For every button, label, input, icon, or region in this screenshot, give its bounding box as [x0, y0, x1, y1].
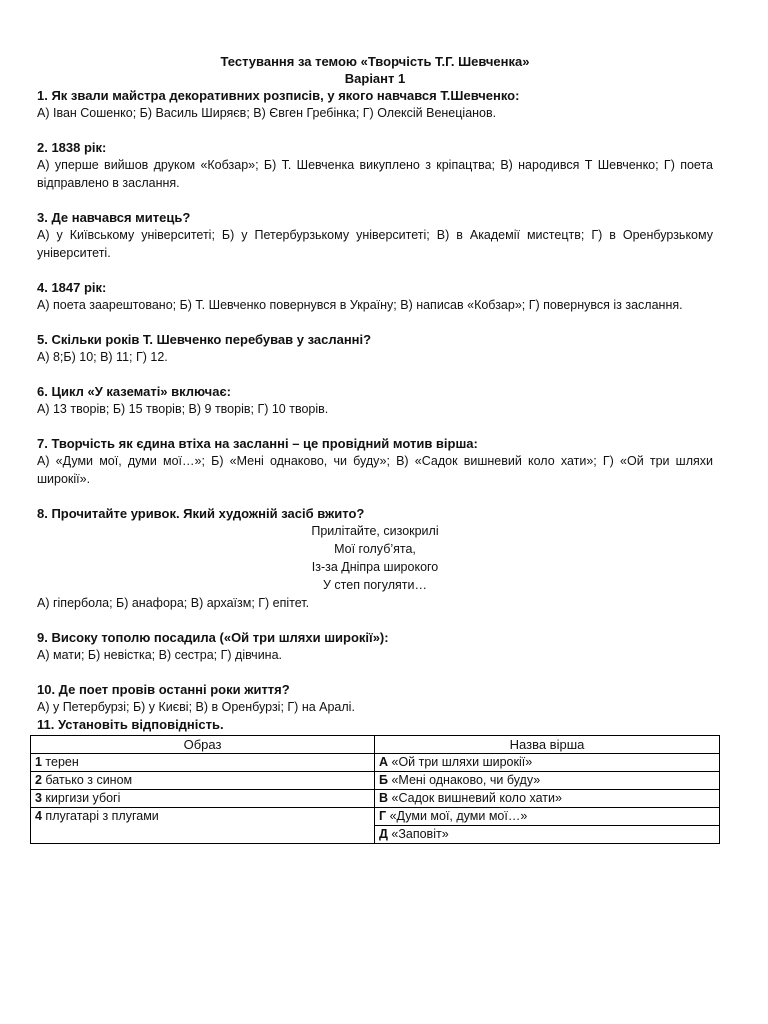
question-7: 7. Творчість як єдина втіха на засланні – це провідний мотив вірша:: [37, 436, 478, 451]
table-row: [31, 772, 720, 790]
column-header-poem-title: Назва вірша: [375, 736, 720, 754]
poem-excerpt: [37, 522, 713, 594]
answer-options-10: А) у Петербурзі; Б) у Києві; В) в Оренбурзі; Г) на Аралі.: [37, 700, 355, 714]
answer-options-6: А) 13 творів; Б) 15 творів; В) 9 творів; Г) 10 творів.: [37, 402, 329, 416]
question-9: 9. Високу тополю посадила («Ой три шляхи широкії»):: [37, 630, 389, 645]
answer-options-7: А) «Думи мої, думи мої…»; Б) «Мені однаково, чи буду»; В) «Садок вишневий коло хати»; Г) «Ой три шляхи широкії».: [37, 454, 713, 486]
table-cell: Д «Заповіт»: [375, 826, 720, 844]
table-cell: 2 батько з сином: [31, 772, 375, 790]
matching-table: [30, 735, 720, 844]
table-cell: 4 плугатарі з плугами: [31, 808, 375, 844]
document-title: Тестування за темою «Творчість Т.Г. Шевченка»: [220, 54, 530, 69]
variant-label: Варіант 1: [344, 71, 406, 86]
answer-options-3: А) у Київському університеті; Б) у Петербурзькому університеті; В) в Академії мистецтв; Г) в Оренбурзькому університеті.: [37, 228, 713, 260]
column-header-image: Образ: [31, 736, 375, 754]
table-cell: 1 терен: [31, 754, 375, 772]
question-3: 3. Де навчався митець?: [37, 210, 191, 225]
poem-line: Із-за Дніпра широкого: [311, 560, 439, 574]
answer-options-9: А) мати; Б) невістка; В) сестра; Г) дівчина.: [37, 648, 283, 662]
question-10: 10. Де поет провів останні роки життя?: [37, 682, 290, 697]
question-8: 8. Прочитайте уривок. Який художній засіб вжито?: [37, 506, 365, 521]
table-row: [31, 754, 720, 772]
poem-line: Мої голуб’ята,: [334, 542, 416, 556]
question-5: 5. Скільки років Т. Шевченко перебував у засланні?: [37, 332, 372, 347]
question-6: 6. Цикл «У казематі» включає:: [37, 384, 231, 399]
table-cell: Б «Мені однаково, чи буду»: [375, 772, 720, 790]
question-2: 2. 1838 рік:: [37, 140, 107, 155]
answer-options-2: А) уперше вийшов друком «Кобзар»; Б) Т. Шевченка викуплено з кріпацтва; В) народився Т Шевченко; Г) поета відправлено в заслання.: [37, 158, 713, 190]
table-cell: В «Садок вишневий коло хати»: [375, 790, 720, 808]
answer-options-5: А) 8;Б) 10; В) 11; Г) 12.: [37, 350, 168, 364]
answer-options-8: А) гіпербола; Б) анафора; В) архаїзм; Г) епітет.: [37, 596, 310, 610]
table-cell: Г «Думи мої, думи мої…»: [375, 808, 720, 826]
answer-options-4: А) поета заарештовано; Б) Т. Шевченко повернувся в Україну; В) написав «Кобзар»; Г) повернувся із заслання.: [37, 298, 683, 312]
table-cell: А «Ой три шляхи широкії»: [375, 754, 720, 772]
poem-line: У степ погуляти…: [323, 578, 427, 592]
table-header-row: [31, 736, 720, 754]
question-11: 11. Установіть відповідність.: [37, 717, 224, 732]
answer-options-1: А) Іван Сошенко; Б) Василь Ширяєв; В) Євген Гребінка; Г) Олексій Венеціанов.: [37, 106, 497, 120]
question-4: 4. 1847 рік:: [37, 280, 107, 295]
table-cell: 3 киргизи убогі: [31, 790, 375, 808]
poem-line: Прилітайте, сизокрилі: [311, 524, 439, 538]
question-1: 1. Як звали майстра декоративних розписів, у якого навчався Т.Шевченко:: [37, 88, 520, 103]
test-document: [37, 53, 713, 844]
table-row: [31, 808, 720, 826]
table-row: [31, 790, 720, 808]
